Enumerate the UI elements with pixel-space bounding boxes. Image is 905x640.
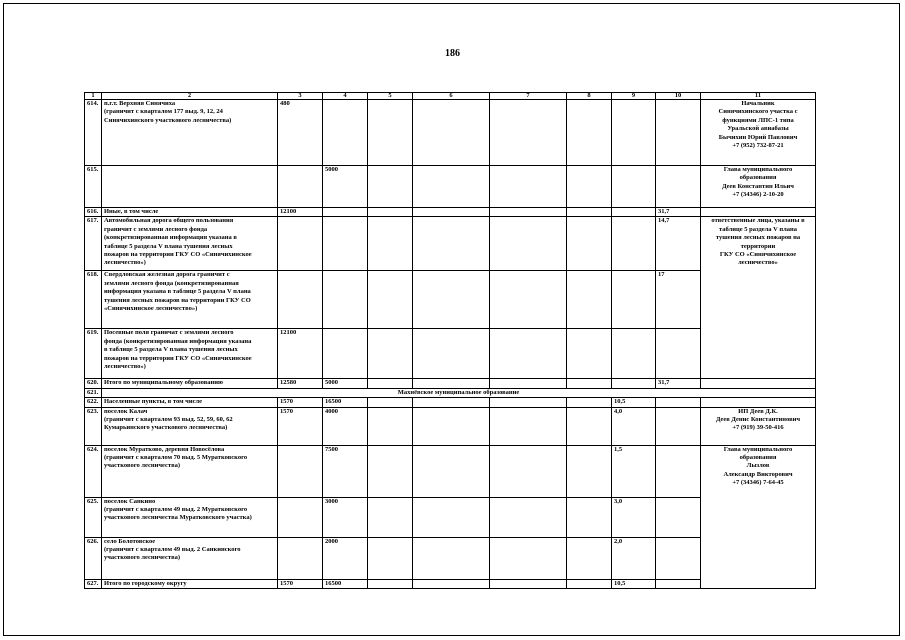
cell-col-10 [656, 398, 701, 407]
responsible-line: Лызлов [746, 462, 770, 470]
cell-col-9: 4,0 [612, 407, 656, 445]
cell-col-3: 1570 [278, 398, 323, 407]
object-name-line: Свердловская железная дорога граничит с [104, 271, 230, 279]
object-name [102, 329, 278, 379]
cell-col-9 [612, 100, 656, 166]
row-number: 619. [85, 329, 102, 379]
column-header: 3 [278, 93, 323, 100]
object-name-line: (граничит с кварталом 93 выд. 52, 59, 60, 62 [104, 416, 233, 424]
column-header: 8 [567, 93, 612, 100]
cell-col-8 [567, 217, 612, 271]
responsible-person [701, 100, 816, 166]
cell-col-3: 12100 [278, 329, 323, 379]
row-number: 623. [85, 407, 102, 445]
responsible-line: таблице 5 раздела V плана [718, 225, 798, 233]
cell-col-3: 12100 [278, 208, 323, 217]
object-name [102, 537, 278, 579]
object-name-line: поселок Муратково, деревня Новосёлова [104, 445, 225, 453]
column-header: 2 [102, 93, 278, 100]
responsible-person [701, 217, 816, 379]
object-name [102, 497, 278, 537]
row-number: 618. [85, 271, 102, 329]
cell-col-8 [567, 329, 612, 379]
cell-col-8 [567, 398, 612, 407]
cell-col-5 [368, 208, 413, 217]
cell-col-5 [368, 407, 413, 445]
cell-col-9 [612, 379, 656, 388]
row-number: 627. [85, 579, 102, 588]
responsible-line: Глава муниципального [723, 166, 793, 173]
responsible-line: тушения лесных пожаров на [715, 234, 801, 242]
cell-col-10: 17 [656, 271, 701, 329]
responsible-line: Александр Викторович [723, 470, 793, 478]
cell-col-3: 12580 [278, 379, 323, 388]
cell-col-7 [490, 407, 567, 445]
object-name-line: в таблице 5 раздела V плана тушения лесных [104, 346, 238, 354]
cell-col-11 [701, 379, 816, 388]
cell-col-8 [567, 579, 612, 588]
cell-col-7 [490, 329, 567, 379]
cell-col-3 [278, 497, 323, 537]
cell-col-3 [278, 271, 323, 329]
cell-col-5 [368, 379, 413, 388]
row-number: 617. [85, 217, 102, 271]
responsible-line: +7 (952) 732-87-21 [732, 142, 784, 150]
cell-col-4: 5000 [323, 166, 368, 208]
cell-col-7 [490, 537, 567, 579]
responsible-line: ГКУ СО «Синячихинское [719, 251, 797, 259]
table-row [85, 100, 816, 166]
object-name-line: фонда (конкретизированная информация указана [104, 337, 252, 345]
object-name-line: (граничит с кварталом 70 выд. 5 Муратковского [104, 454, 248, 462]
object-name-line: село Болотовское [104, 537, 156, 545]
column-header: 9 [612, 93, 656, 100]
cell-col-7 [490, 166, 567, 208]
cell-col-6 [413, 579, 490, 588]
cell-col-4: 4000 [323, 407, 368, 445]
cell-col-6 [413, 271, 490, 329]
object-name-line: пожаров на территории ГКУ СО «Синячихинское [104, 354, 252, 362]
table-row [85, 445, 816, 497]
table-row [85, 166, 816, 208]
cell-col-9 [612, 208, 656, 217]
cell-col-8 [567, 537, 612, 579]
cell-col-7 [490, 497, 567, 537]
cell-col-10 [656, 100, 701, 166]
cell-col-7 [490, 208, 567, 217]
cell-col-8 [567, 166, 612, 208]
table-row [85, 379, 816, 388]
row-number: 614. [85, 100, 102, 166]
cell-col-9 [612, 217, 656, 271]
cell-col-4: 2000 [323, 537, 368, 579]
object-name-line: граничит с землями лесного фонда [104, 225, 208, 233]
responsible-line: Синячихинского участка с [718, 108, 798, 116]
cell-col-8 [567, 445, 612, 497]
cell-col-4: 16500 [323, 398, 368, 407]
responsible-line: Деев Денис Константинович [715, 416, 801, 424]
cell-col-6 [413, 217, 490, 271]
object-name: Итого по муниципальному образованию [102, 379, 278, 388]
cell-col-5 [368, 579, 413, 588]
responsible-line: образования [739, 454, 777, 462]
object-name-line: лесничество») [104, 363, 146, 371]
cell-col-6 [413, 398, 490, 407]
object-name-line: информация указана в таблице 5 раздела V плана [104, 288, 251, 296]
cell-col-10 [656, 537, 701, 579]
responsible-line: Глава муниципального [723, 445, 793, 453]
object-name-line: (конкретизированная информация указана в [104, 234, 237, 242]
cell-col-8 [567, 100, 612, 166]
cell-col-3: 1570 [278, 579, 323, 588]
responsible-line: Уральской авиабазы [727, 125, 789, 133]
cell-col-8 [567, 379, 612, 388]
object-name-line: Посевные поля граничат с землями лесного [104, 329, 234, 337]
cell-col-3 [278, 217, 323, 271]
cell-col-10 [656, 579, 701, 588]
cell-col-10 [656, 329, 701, 379]
table-row [85, 208, 816, 217]
cell-col-4: 5000 [323, 379, 368, 388]
cell-col-10 [656, 407, 701, 445]
cell-col-4: 16500 [323, 579, 368, 588]
responsible-person [701, 166, 816, 208]
cell-col-6 [413, 329, 490, 379]
municipality-title: Махнёвское муниципальное образование [102, 388, 816, 397]
cell-col-10: 31,7 [656, 379, 701, 388]
responsible-person [701, 407, 816, 445]
cell-col-6 [413, 208, 490, 217]
column-header: 7 [490, 93, 567, 100]
column-header: 5 [368, 93, 413, 100]
responsible-person [701, 445, 816, 588]
responsible-line: Бычихин Юрий Павлович [718, 133, 798, 141]
table-row [85, 217, 816, 271]
cell-col-11 [701, 208, 816, 217]
cell-col-6 [413, 497, 490, 537]
cell-col-4 [323, 100, 368, 166]
cell-col-7 [490, 217, 567, 271]
responsible-line: лесничество» [738, 259, 778, 267]
cell-col-5 [368, 217, 413, 271]
cell-col-6 [413, 100, 490, 166]
cell-col-8 [567, 271, 612, 329]
cell-col-4: 3000 [323, 497, 368, 537]
cell-col-9 [612, 271, 656, 329]
cell-col-3 [278, 166, 323, 208]
cell-col-5 [368, 271, 413, 329]
row-number: 624. [85, 445, 102, 497]
cell-col-5 [368, 329, 413, 379]
responsible-line: функциями ЛПС-1 типа [722, 116, 794, 124]
column-header: 4 [323, 93, 368, 100]
object-name: Иные, в том числе [102, 208, 278, 217]
cell-col-5 [368, 166, 413, 208]
responsible-line: +7 (34346) 7-64-45 [732, 479, 784, 487]
object-name-line: (граничит с кварталом 49 выд. 2 Муратковского [104, 506, 248, 514]
cell-col-10 [656, 166, 701, 208]
cell-col-9: 10,5 [612, 579, 656, 588]
cell-col-7 [490, 379, 567, 388]
object-name [102, 100, 278, 166]
row-number: 626. [85, 537, 102, 579]
cell-col-10: 14,7 [656, 217, 701, 271]
cell-col-4 [323, 271, 368, 329]
cell-col-7 [490, 271, 567, 329]
object-name-line: (граничит с кварталом 177 выд. 9, 12, 24 [104, 108, 223, 116]
object-name-line: таблице 5 раздела V плана тушения лесных [104, 242, 233, 250]
object-name [102, 271, 278, 329]
table-row [85, 398, 816, 407]
cell-col-4 [323, 208, 368, 217]
cell-col-10: 31,7 [656, 208, 701, 217]
column-number-row [85, 93, 816, 100]
cell-col-6 [413, 166, 490, 208]
cell-col-4 [323, 329, 368, 379]
cell-col-8 [567, 208, 612, 217]
object-name [102, 217, 278, 271]
cell-col-11 [701, 398, 816, 407]
object-name-line: участкового лесничества) [104, 554, 180, 562]
object-name [102, 407, 278, 445]
cell-col-10 [656, 497, 701, 537]
cell-col-5 [368, 537, 413, 579]
object-name-line: пожаров на территории ГКУ СО «Синячихинское [104, 251, 252, 259]
object-name-line: участкового лесничества Муратковского участка) [104, 514, 252, 522]
cell-col-6 [413, 379, 490, 388]
cell-col-9: 2,0 [612, 537, 656, 579]
cell-col-7 [490, 579, 567, 588]
row-number: 615. [85, 166, 102, 208]
cell-col-4: 7500 [323, 445, 368, 497]
responsible-line: ИП Деев Д.К. [738, 407, 778, 415]
object-name-line: участкового лесничества) [104, 462, 180, 470]
object-name-line: Автомобильная дорога общего пользования [104, 217, 234, 225]
responsible-line: образования [739, 174, 777, 182]
page-number: 186 [445, 48, 460, 59]
object-name-line: Синячихинского участкового лесничества) [104, 116, 232, 124]
object-name-line: «Синячихинское лесничество») [104, 305, 198, 313]
object-name-line: лесничество») [104, 259, 146, 267]
object-name: Населенные пункты, в том числе [102, 398, 278, 407]
row-number: 621. [85, 388, 102, 397]
cell-col-3: 480 [278, 100, 323, 166]
column-header: 11 [701, 93, 816, 100]
responsible-line: +7 (919) 39-50-416 [732, 424, 784, 432]
responsible-line: территории [740, 242, 776, 250]
responsible-line: +7 (34346) 2-10-20 [732, 191, 784, 199]
column-header: 1 [85, 93, 102, 100]
object-name-line: Кумарьинского участкового лесничества) [104, 424, 228, 432]
object-name-line: п.г.т. Верхняя Синячиха [104, 100, 176, 107]
cell-col-6 [413, 537, 490, 579]
responsible-line: Деев Константин Ильич [722, 182, 794, 190]
column-header: 6 [413, 93, 490, 100]
cell-col-9: 1,5 [612, 445, 656, 497]
cell-col-5 [368, 398, 413, 407]
fire-resources-table [84, 92, 816, 589]
cell-col-5 [368, 445, 413, 497]
cell-col-7 [490, 100, 567, 166]
column-header: 10 [656, 93, 701, 100]
cell-col-9: 10,5 [612, 398, 656, 407]
object-name-line: тушения лесных пожаров на территории ГКУ СО [104, 296, 251, 304]
cell-col-3 [278, 537, 323, 579]
cell-col-4 [323, 217, 368, 271]
section-row [85, 388, 816, 397]
cell-col-8 [567, 497, 612, 537]
cell-col-7 [490, 445, 567, 497]
object-name-line: поселок Калач [104, 407, 148, 415]
row-number: 622. [85, 398, 102, 407]
cell-col-9: 3,0 [612, 497, 656, 537]
cell-col-8 [567, 407, 612, 445]
responsible-line: ответственные лица, указаны в [711, 217, 805, 225]
table-row [85, 407, 816, 445]
object-name: Итого по городскому округу [102, 579, 278, 588]
row-number: 625. [85, 497, 102, 537]
object-name [102, 166, 278, 208]
cell-col-3 [278, 445, 323, 497]
object-name-line: поселок Санкино [104, 497, 156, 505]
object-name-line: (граничит с кварталом 49 выд. 2 Санкинского [104, 546, 241, 554]
cell-col-10 [656, 445, 701, 497]
cell-col-7 [490, 398, 567, 407]
cell-col-6 [413, 445, 490, 497]
object-name [102, 445, 278, 497]
row-number: 620. [85, 379, 102, 388]
cell-col-5 [368, 497, 413, 537]
cell-col-9 [612, 329, 656, 379]
cell-col-6 [413, 407, 490, 445]
cell-col-3: 1570 [278, 407, 323, 445]
cell-col-5 [368, 100, 413, 166]
row-number: 616. [85, 208, 102, 217]
object-name-line: землями лесного фонда (конкретизированная [104, 279, 239, 287]
responsible-line: Начальник [741, 100, 775, 107]
cell-col-9 [612, 166, 656, 208]
